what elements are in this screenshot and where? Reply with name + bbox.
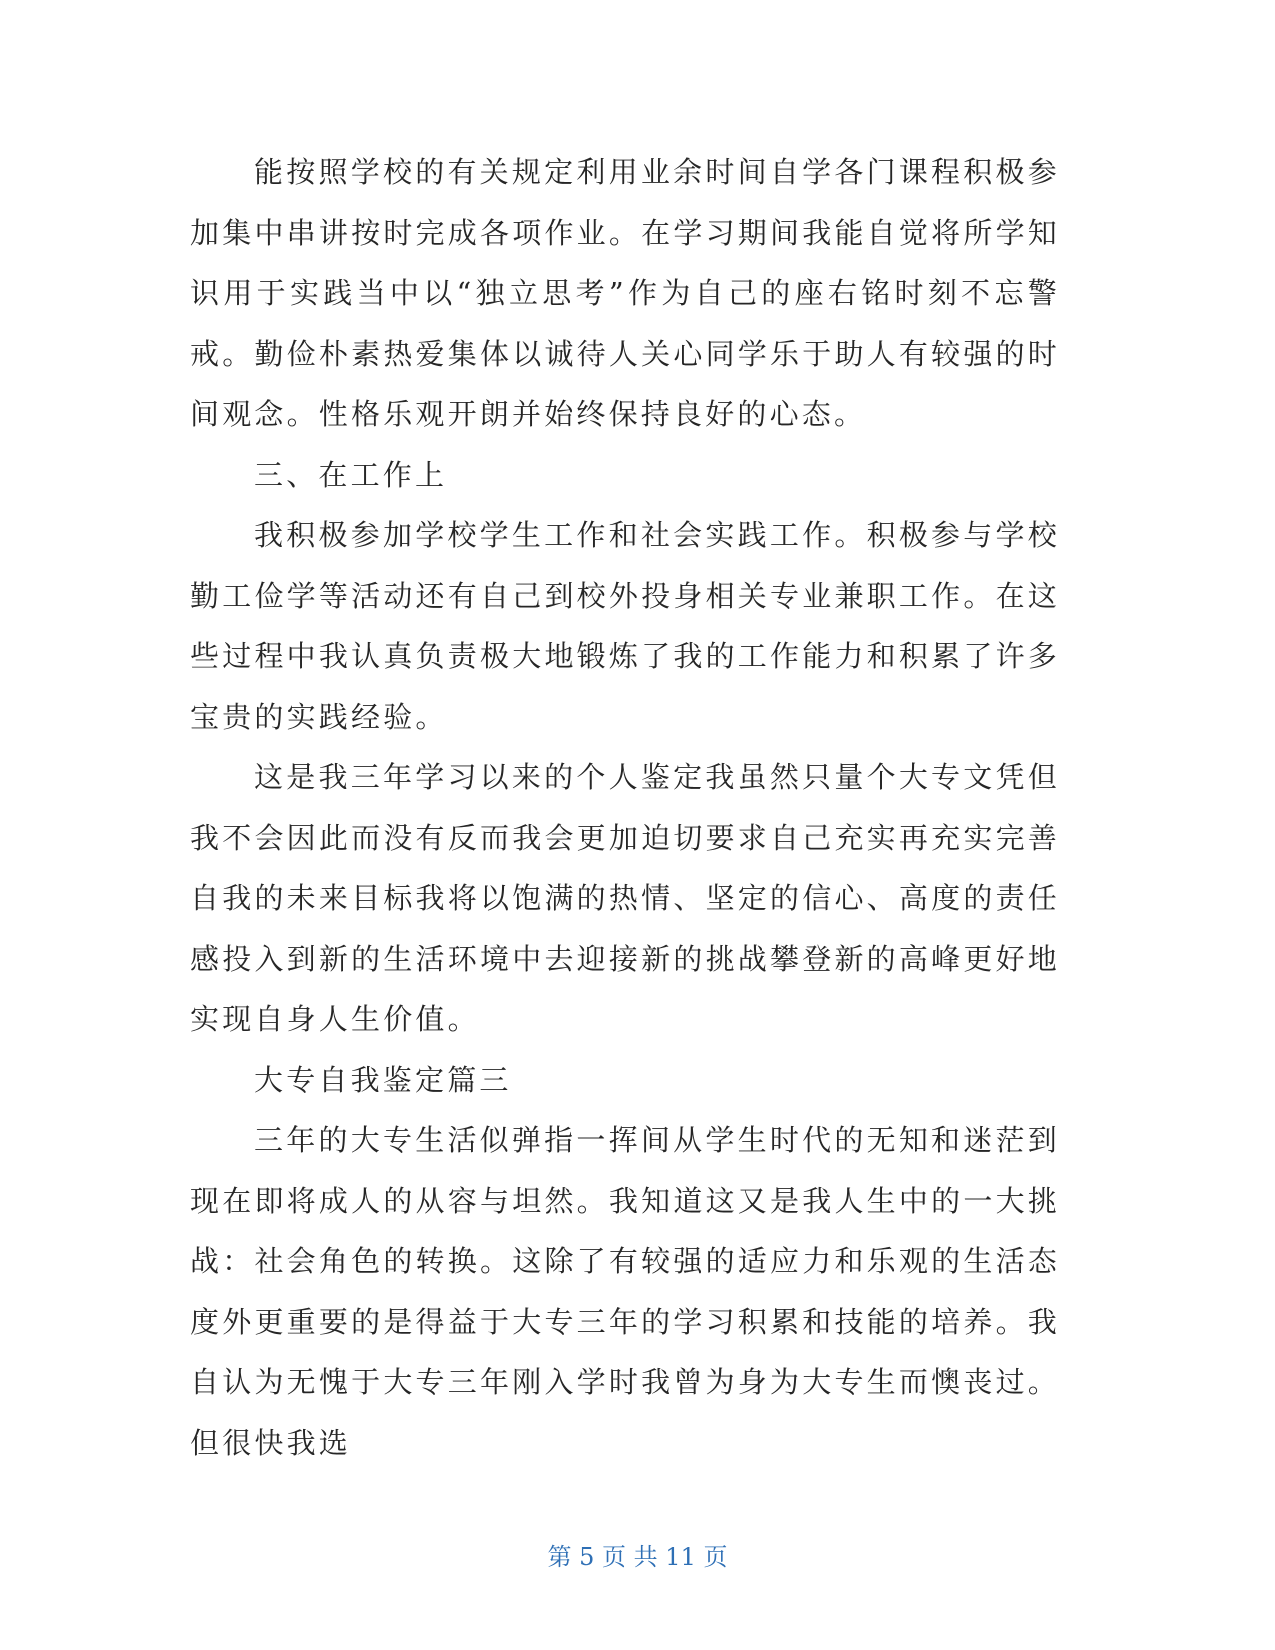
section-heading-part-three: 大专自我鉴定篇三 [254,1062,512,1097]
paragraph-study-habits: 能按照学校的有关规定利用业余时间自学各门课程积极参加集中串讲按时完成各项作业。在学习期间我能自觉将所学知识用于实践当中以“独立思考”作为自己的座右铭时刻不忘警戒。勤俭朴素热爱集体以诚待人关心同学乐于助人有较强的时间观念。性格乐观开朗并始终保持良好的心态。 [190,155,1060,431]
paragraph-self-assessment: 这是我三年学习以来的个人鉴定我虽然只量个大专文凭但我不会因此而没有反而我会更加迫切要求自己充实再充实完善自我的未来目标我将以饱满的热情、坚定的信心、高度的责任感投入到新的生活环境中去迎接新的挑战攀登新的高峰更好地实现自身人生价值。 [190,760,1060,1036]
paragraph-work-experience: 我积极参加学校学生工作和社会实践工作。积极参与学校勤工俭学等活动还有自己到校外投身相关专业兼职工作。在这些过程中我认真负责极大地锻炼了我的工作能力和积累了许多宝贵的实践经验。 [190,518,1060,734]
document-body [190,142,1060,1473]
page-number-footer: 第 5 页 共 11 页 [547,1543,728,1571]
paragraph-college-life: 三年的大专生活似弹指一挥间从学生时代的无知和迷茫到现在即将成人的从容与坦然。我知道这又是我人生中的一大挑战：社会角色的转换。这除了有较强的适应力和乐观的生活态度外更重要的是得益于大专三年的学习积累和技能的培养。我自认为无愧于大专三年刚入学时我曾为身为大专生而懊丧过。但很快我选 [190,1123,1060,1460]
section-heading-work: 三、在工作上 [254,457,448,492]
